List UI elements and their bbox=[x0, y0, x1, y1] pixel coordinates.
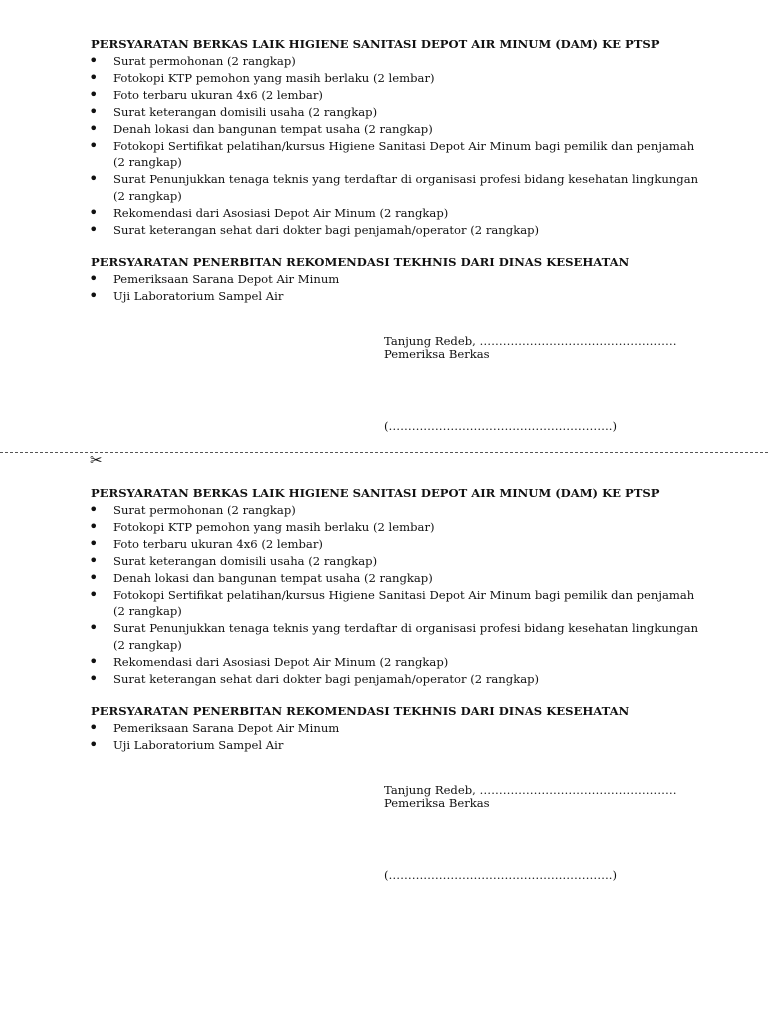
place-date-line: Tanjung Redeb, …………………………………………… bbox=[384, 783, 677, 797]
signature-line: (………………………………………………….) bbox=[384, 868, 618, 882]
scissors-icon: ✂ bbox=[90, 451, 103, 469]
list-item: • Denah lokasi dan bangunan tempat usaha (2 rangkap) bbox=[0, 121, 768, 138]
list-item: • Uji Laboratorium Sampel Air bbox=[0, 288, 768, 305]
list-item: • Surat Penunjukkan tenaga teknis yang terdaftar di organisasi profesi bidang kesehatan lingkungan (2 rangkap) bbox=[0, 171, 768, 205]
place-date-line: Tanjung Redeb, …………………………………………… bbox=[384, 334, 677, 348]
signer-role: Pemeriksa Berkas bbox=[384, 796, 490, 810]
list-item: • Foto terbaru ukuran 4x6 (2 lembar) bbox=[0, 87, 768, 104]
signer-role: Pemeriksa Berkas bbox=[384, 347, 490, 361]
list-item: • Fotokopi KTP pemohon yang masih berlaku (2 lembar) bbox=[0, 519, 768, 536]
list-rekomendasi bbox=[0, 720, 768, 754]
list-item: • Foto terbaru ukuran 4x6 (2 lembar) bbox=[0, 536, 768, 553]
list-item: • Surat permohonan (2 rangkap) bbox=[0, 502, 768, 519]
list-item: • Pemeriksaan Sarana Depot Air Minum bbox=[0, 271, 768, 288]
list-item: • Fotokopi Sertifikat pelatihan/kursus Higiene Sanitasi Depot Air Minum bagi pemilik dan penjamah (2 rangkap) bbox=[0, 138, 768, 172]
list-item: • Surat permohonan (2 rangkap) bbox=[0, 53, 768, 70]
list-item: • Pemeriksaan Sarana Depot Air Minum bbox=[0, 720, 768, 737]
list-item: • Surat Penunjukkan tenaga teknis yang terdaftar di organisasi profesi bidang kesehatan lingkungan (2 rangkap) bbox=[0, 620, 768, 654]
list-item: • Uji Laboratorium Sampel Air bbox=[0, 737, 768, 754]
signature-line: (………………………………………………….) bbox=[384, 419, 618, 433]
list-item: • Surat keterangan sehat dari dokter bagi penjamah/operator (2 rangkap) bbox=[0, 671, 768, 688]
list-item: • Fotokopi Sertifikat pelatihan/kursus Higiene Sanitasi Depot Air Minum bagi pemilik dan penjamah (2 rangkap) bbox=[0, 587, 768, 621]
heading-rekomendasi: PERSYARATAN PENERBITAN REKOMENDASI TEKHNIS DARI DINAS KESEHATAN bbox=[91, 704, 630, 718]
list-item: • Surat keterangan domisili usaha (2 rangkap) bbox=[0, 553, 768, 570]
heading-berkas: PERSYARATAN BERKAS LAIK HIGIENE SANITASI DEPOT AIR MINUM (DAM) KE PTSP bbox=[91, 486, 660, 500]
heading-rekomendasi: PERSYARATAN PENERBITAN REKOMENDASI TEKHNIS DARI DINAS KESEHATAN bbox=[91, 255, 630, 269]
list-rekomendasi bbox=[0, 271, 768, 305]
list-berkas bbox=[0, 53, 768, 239]
list-item: • Rekomendasi dari Asosiasi Depot Air Minum (2 rangkap) bbox=[0, 205, 768, 222]
list-berkas bbox=[0, 502, 768, 688]
list-item: • Fotokopi KTP pemohon yang masih berlaku (2 lembar) bbox=[0, 70, 768, 87]
cut-divider bbox=[0, 452, 768, 453]
heading-berkas: PERSYARATAN BERKAS LAIK HIGIENE SANITASI DEPOT AIR MINUM (DAM) KE PTSP bbox=[91, 37, 660, 51]
list-item: • Denah lokasi dan bangunan tempat usaha (2 rangkap) bbox=[0, 570, 768, 587]
list-item: • Surat keterangan sehat dari dokter bagi penjamah/operator (2 rangkap) bbox=[0, 222, 768, 239]
list-item: • Surat keterangan domisili usaha (2 rangkap) bbox=[0, 104, 768, 121]
list-item: • Rekomendasi dari Asosiasi Depot Air Minum (2 rangkap) bbox=[0, 654, 768, 671]
